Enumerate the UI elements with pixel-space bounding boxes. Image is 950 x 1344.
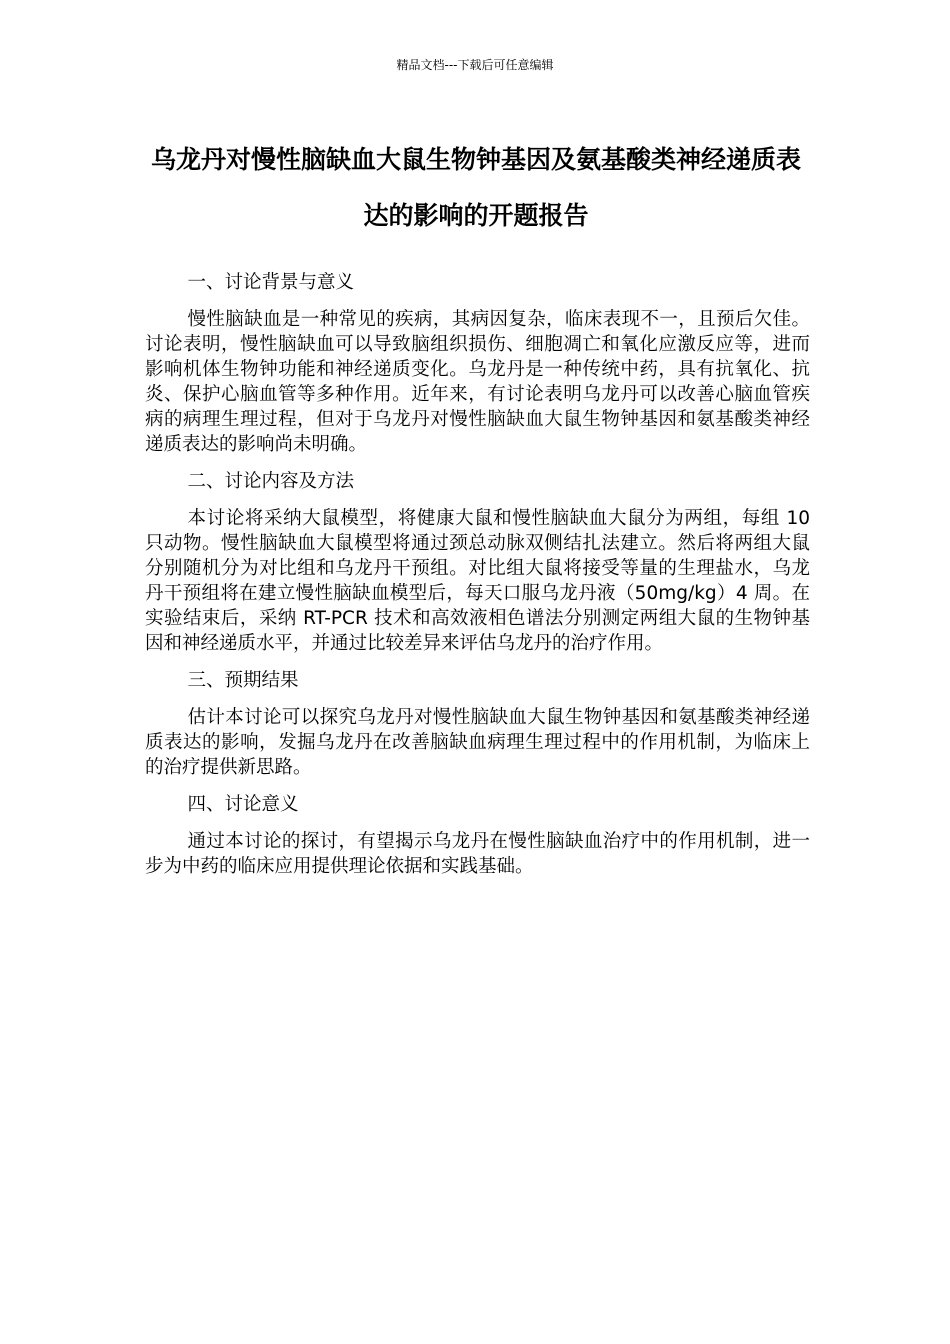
header-note: 精品文档---下载后可任意编辑 (396, 58, 554, 72)
section-significance (145, 792, 810, 879)
section-background (145, 270, 810, 457)
section-content-methods (145, 469, 810, 656)
section-paragraph: 估计本讨论可以探究乌龙丹对慢性脑缺血大鼠生物钟基因和氨基酸类神经递质表达的影响，发掘乌龙丹在改善脑缺血病理生理过程中的作用机制，为临床上的治疗提供新思路。 (145, 707, 810, 778)
section-paragraph: 通过本讨论的探讨，有望揭示乌龙丹在慢性脑缺血治疗中的作用机制，进一步为中药的临床应用提供理论依据和实践基础。 (145, 831, 810, 877)
section-heading: 一、讨论背景与意义 (187, 272, 355, 293)
section-paragraph: 本讨论将采纳大鼠模型，将健康大鼠和慢性脑缺血大鼠分为两组，每组 10 只动物。慢性脑缺血大鼠模型将通过颈总动脉双侧结扎法建立。然后将两组大鼠分别随机分为对比组和乌龙丹干预组。对比组大鼠将接受等量的生理盐水，乌龙丹干预组将在建立慢性脑缺血模型后，每天口服乌龙丹液（50mg/kg）4 周。在实验结束后，采纳 RT-PCR 技术和高效液相色谱法分别测定两组大鼠的生物钟基因和神经递质水平，并通过比较差异来评估乌龙丹的治疗作用。 (145, 508, 810, 654)
document-body (145, 270, 810, 891)
section-paragraph: 慢性脑缺血是一种常见的疾病，其病因复杂，临床表现不一，且预后欠佳。讨论表明，慢性脑缺血可以导致脑组织损伤、细胞凋亡和氧化应激反应等，进而影响机体生物钟功能和神经递质变化。乌龙丹是一种传统中药，具有抗氧化、抗炎、保护心脑血管等多种作用。近年来，有讨论表明乌龙丹可以改善心脑血管疾病的病理生理过程，但对于乌龙丹对慢性脑缺血大鼠生物钟基因和氨基酸类神经递质表达的影响尚未明确。 (145, 309, 810, 455)
section-expected-results (145, 668, 810, 780)
section-heading: 四、讨论意义 (187, 794, 299, 815)
section-heading: 三、预期结果 (187, 670, 299, 691)
document-title: 乌龙丹对慢性脑缺血大鼠生物钟基因及氨基酸类神经递质表达的影响的开题报告 (150, 145, 801, 230)
section-heading: 二、讨论内容及方法 (187, 471, 355, 492)
